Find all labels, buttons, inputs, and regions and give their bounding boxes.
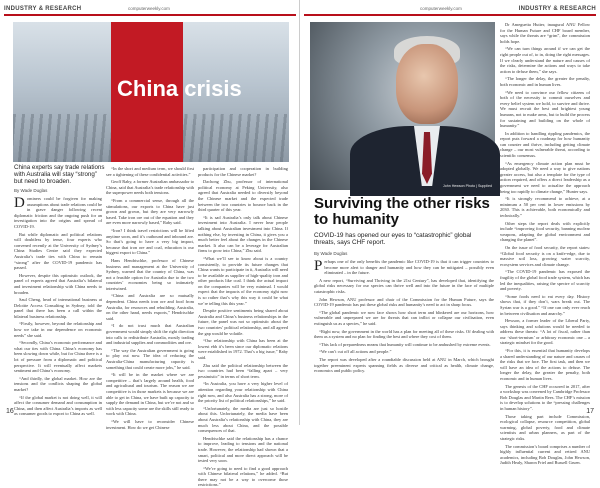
paragraph: “From a commercial sense, through all the stimulations, our exports to China have just grown and grown, but they are very narrowly based. Take iron ore out of the equation and they are even more narrowly based,” Raby said.	[106, 197, 194, 226]
left-section-label: INDUSTRY & RESEARCH	[4, 6, 82, 12]
paragraph: John Hewson, ANU professor and chair of the Commission for the Human Future, says the COVID-19 pandemic has put these global risks and humanity’s need to act in sharp focus.	[314, 296, 494, 308]
paragraph: On the issue of food security, the report states: “Global food security is on a knife-edge, due to massive soil loss, growing water scarcity, ecosystem services and climate change.	[500, 244, 590, 267]
left-column-2	[106, 166, 194, 430]
right-page-number: 17	[586, 408, 594, 415]
paragraph: Despite positive sentiments being shared about Australia and China’s business relationships in the future, the panel was not so optimistic about the two countries’ political relationship, and all agreed the gap would be volatile.	[198, 308, 288, 336]
paragraph: “This lack of preparedness means that humanity will continue to be ambushed by extreme events.	[319, 341, 491, 347]
paragraph: Hewson, a former leader of the Liberal Party, says thinking and solutions would be needed to address these threats: “A lot of fiscal, rather than our ‘short-termism’ or arbitrary economic one – a strategic mindset for the good.	[500, 318, 590, 346]
paragraph: “We need to convince our fellow citizens of both of the necessity to commit ourselves and every belief system we hold, to survive and thrive. We must recruit the best and brightest young humans, not to make arms, but to build the process for sustaining and building on the whole of humanity.”	[500, 89, 590, 129]
paragraph: “Firstly, however, beyond the relationship and how we take in our dependence on economic needs” she said.	[14, 321, 102, 338]
paragraph: Hans Hendrischke, professor of Chinese business and management at the University of Sydney, warned that the country of China, was not a feasible option for Australia due to the two countries’ economies being so intimately intertwined.	[106, 257, 194, 291]
drop-cap: D	[14, 195, 25, 211]
right-site-name: computerweekly.com	[420, 6, 462, 11]
paragraph: Saul Cheng, head of international business at Deloitte Access Consulting in Sydney, told the panel that there has been a call within the bilateral business relationship.	[14, 297, 102, 319]
paragraph: “And thirdly, the global market. How are the tensions and the conflicts shaping the global market?	[14, 375, 102, 392]
paragraph: However, despite this optimistic outlook, the panel of experts agreed that Australia’s bilateral and investment relationship with China needs to broaden.	[14, 272, 102, 295]
paragraph: Other steps the report deals with explicitly include “improving food security, banning nuclear weapons, adapting the global environment and changing the planet”.	[500, 220, 590, 243]
paragraph: “Iron? I think travel restrictions will be lifted anytime soon, and it’s outbound and inbound are. So that’s going to have a very big impact, because that iron ore and coal, education is our biggest export to China.”	[106, 227, 194, 256]
portrait-photo	[310, 22, 495, 190]
photo-credit: John Hewson Photo | Supplied	[442, 184, 492, 188]
paragraph: “Unfortunately, the media are just so hostile about this. Unfortunately, the media have been about Australia’s relationship with China, they are much less about China, and the possible consequences of that.	[198, 405, 288, 434]
paragraph: “It will be in the market where we are competitive – that’s largely around health, food and agricultural and tourism. The reason we are competitive is in those markets is because we are able to get in China, we have built up capacity to supply the demand in China, but we’re not and so with less capacity some are the skills still ready to work with China.	[106, 372, 194, 417]
paragraph: “The way the Australian government is going to play out now. The idea of reducing the Australia-China manufacturing capacity is something that could create more jobs,” he said.	[106, 347, 194, 370]
paragraph: “The COVID-19 pandemic has exposed the fragility of the global food trade system, which has led the inequalities, raising the spectre of scarcity and poverty.	[500, 269, 590, 292]
right-header-rule	[304, 14, 596, 16]
paragraph: “Our relationship with China has been at the lowest ebb it’s been since our diplomatic relations were established in 1972. That’s a big issue,” Raby said.	[198, 338, 288, 360]
left-byline: By Wade Duglas	[14, 188, 48, 193]
paragraph-text: ominers could be forgiven for making assumptions about trade relations could be in grave danger following recent diplomatic friction and the ongoing push for an investigation into the origins and spread of COVID-19.	[14, 196, 102, 229]
paragraph: “The global pandemic we now face shows how short term and blinkered are our horizons, how vulnerable and unprepared we are for threats that can inflict or collapse our civilisation, even extinguish us as a species,” he said.	[314, 309, 494, 326]
paragraph: Hendrischke said the relationship has a chance to improve, leading to tensions and the national trade. However, the relationship had shown that a smart, political and more direct approach will be tested very soon.	[198, 435, 288, 464]
paragraph: “For this, it is essential that humanity develops a shared understanding of our nature and causes of the risks that we face. The first task, and then we will have an idea of the actions to defuse. The longer the delay, the greater the penalty, both economic and in human lives.	[500, 348, 590, 382]
paragraph: The report was developed after a roundtable discussion held at ANU in March, which brought together preeminent experts spanning fields as diverse and critical as health, climate change, economics and public policy.	[314, 356, 494, 374]
left-site-name: computerweekly.com	[128, 6, 170, 11]
paragraph: In addition to handling rippling pandemics, the report puts forward a roadmap for how humanity can counter and thrive, including getting climate change – our most vulnerable threat, according to scientific consensus.	[500, 130, 590, 159]
paragraph: “The longer the delay, the greater the penalty, both economic and in human lives.	[500, 76, 590, 87]
drop-cap: P	[314, 258, 323, 274]
paragraph	[14, 196, 102, 230]
paragraph: participation and cooperation in building products for the Chinese market?	[198, 166, 288, 177]
left-header-rule	[4, 14, 296, 16]
paragraph: “China and Australia are so mutually dependent. China needs iron ore and food from Australia, for resources and rebuilding. Australia, on the other hand, needs exports,” Hendrischke said.	[106, 293, 194, 321]
paragraph: But while diplomatic and political relations will doubtless by tense, four experts who convened recently at the University of Sydney’s China Studies Centre said they expected Australia’s trade ties with China to remain “strong” after the COVID-19 pandemic has passed.	[14, 231, 102, 271]
paragraph: “We’re going to need to find a good approach with Chinese bilateral relations,” he added. “But there may not be a way to overcome those restrictions.”	[198, 465, 288, 488]
right-page	[300, 0, 600, 466]
paragraph: “In the short and medium term, we should first see a tightening of these confidential activities.”	[106, 166, 194, 177]
paragraph: Dr Ameguetta Hutter, inaugural ANU Fellow for the Human Future and CHF board member, says while the threats are “grim”, the commission holds hope.	[500, 22, 590, 44]
paragraph: The commission’s board comprises a number of highly influential current and retired ANU academics, including Bob Douglas, John Hewson, Judith Healy, Sharon Friel and Russell Gruen.	[500, 443, 590, 466]
paragraph-text: erhaps one of the only benefits the pandemic like COVID-19 is that it can trigger countries to become more alert to danger and humanity and how they can be mitigated – possibly even eliminated – in the future.	[324, 259, 494, 276]
right-column-2	[500, 22, 590, 466]
article-title: Surviving the other risks to humanity	[314, 195, 490, 228]
paragraph: A new report, “Surviving and Thriving in the 21st Century”, has developed that, identifying the global risks necessary for our species can thrive well and into the future in the face of multiple catastrophic risks.	[314, 277, 494, 294]
right-column-1	[314, 259, 494, 405]
paragraph: “In Australia, you have a very higher level of attention regarding your relationship with China right now, and also Australia has a strong, more of the priority list of political relationships,” he said.	[198, 381, 288, 404]
paragraph: Those taking part include Commission, ecological collapse, resource competition, global warming, global poverty, food and climate scientists and urban planners, as part of the strategic risks.	[500, 413, 590, 441]
paragraph: “We will have to reconsider Chinese investment. How do we get Chinese	[106, 418, 194, 430]
right-deck: COVID-19 has opened our eyes to “catastrophic” global threats, says CHF report.	[314, 232, 472, 247]
paragraph: “We can turn things around if we can get the right people out of, to in, doing the right messages. If we clearly understand the nature and causes of the risks, determine the actions and ways to take action to defuse them,” she says.	[500, 46, 590, 74]
paragraph: “Right now, the government in the world has a plan for meeting all of these risks. Of dealing with them as a system and no plan for finding the best and where they cost of them.	[314, 328, 494, 340]
portrait-face	[396, 44, 458, 124]
paragraph	[314, 259, 494, 276]
left-page-number: 16	[6, 408, 14, 415]
left-column-3	[198, 166, 288, 488]
paragraph: The genesis of the CHF occurred in 2017, after a workshop was convened by Cambridge Professor Bob Douglas and Martin Rees. The CHF’s mission is to develop solutions to the “pressing challenges in human history”.	[500, 383, 590, 411]
paragraph: “It is sad Australia’s only talk about Chinese investment into Australia. I never hear people talking about Australian investment into China. If nothing else, by investing in China, it gives you a much better feel about the changes in the Chinese market. It also can be a leverage for Australian firms to grow into China,” Zhu said.	[198, 214, 288, 254]
paragraph: “Some foods need to eat every day. History shows that, if they don’t, wars break out. The Syrian war is a good.” “If one can only ever reach in between civilisation and anarchy.”	[500, 293, 590, 316]
hero-title: China crisis	[117, 76, 242, 101]
paragraph: Dachong Zhu, professor of international political economy at Peking University, also agreed that Australia needed to diversify beyond the Chinese market and the expected trade between the two countries to bounce back in the third quarter of this year.	[198, 179, 288, 213]
paragraph: “As emergency climate action plan must be adopted globally. We need a way to give nations greater access, but also a template for the type of action required, and offers a direct leadership as a government we need to actualise the approach being too rapidly to climate change,” Hunter says.	[500, 160, 590, 194]
paragraph: “I do not trust much that Australian government would simply shift the right direction into calls to redistribute Australia, mostly trading and industrial supplies and commodities and ore.	[106, 323, 194, 346]
left-deck: China experts say trade relations with Australia will stay “strong” but need to broaden.	[14, 164, 105, 185]
paragraph: “We can’t cut off all actions and people.”	[319, 349, 392, 355]
right-section-label: INDUSTRY & RESEARCH	[518, 6, 596, 12]
hero-image	[13, 22, 289, 162]
paragraph: Geoff Raby, a former Australian ambassador to China, said that Australia’s trade relationship with the superpower needs both tensions.	[106, 179, 194, 196]
right-byline: By Wade Duglas	[314, 251, 348, 256]
paragraph: Zhu said the political relationship between the two countries had been “falling apart – very pessimistic” in terms of short term.	[198, 362, 288, 379]
paragraph: “What we’ll see to know about is a country consistently, to provide its future changes that China wants to participate in it, Australia will need to be available as supplier of high-quality iron and other products like coal. I think the actual impact on the companies will be very minimal. I would expect that the impacts of the economy right now is so rather that’s why this way it could be what we’re telling this this year.”	[198, 255, 288, 306]
paragraph: “Secondly, China’s economic performance and what our ties with China. China’s economy has been slowing down while, but for China there is a lot of pressure from a diplomatic and political perspective. It will eventually affect markets sentiment and China’s economy.	[14, 340, 102, 374]
left-column-1	[14, 195, 102, 417]
paragraph: “It is strongly recommend to achieve, at a minimum a 50 per cent in lower emissions by 2030. This is achievable, both economically and technically.”	[500, 196, 590, 218]
paragraph: “If the global market is not doing well, it will affect the consumer demand and consumption in China, and then affect Australia’s imports as well as consumer goods to export to China as well.	[14, 394, 102, 417]
